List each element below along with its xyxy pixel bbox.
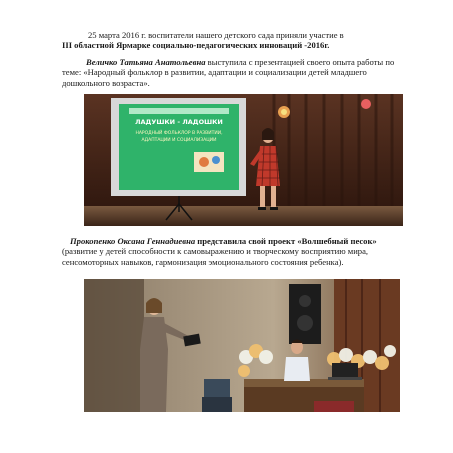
photo-presentation-scene (84, 94, 403, 226)
speaker2-project: «Волшебный песок» (297, 236, 377, 246)
speaker1-paragraph (62, 57, 402, 88)
slide-line-3: АДАПТАЦИИ И СОЦИАЛИЗАЦИИ (141, 138, 217, 143)
speaker2-text: (развитие у детей способности к самовыражению и творческому восприятию мира, сенсомоторных навыков, гармонизация эмоционального состояния ребенка). (62, 246, 369, 267)
slide-line-1: ЛАДУШКИ - ЛАДОШКИ (135, 118, 223, 126)
speaker1-name: Величко Татьяна Анатольевна (86, 57, 206, 67)
photo-project (84, 279, 400, 412)
intro-paragraph (62, 30, 402, 51)
speaker2-name: Прокопенко Оксана Геннадиевна (70, 236, 196, 246)
photo-project-scene (84, 279, 400, 412)
slide-line-2: НАРОДНЫЙ ФОЛЬКЛОР В РАЗВИТИИ, (135, 131, 223, 136)
intro-line-1: 25 марта 2016 г. воспитатели нашего детского сада приняли участие в (88, 30, 344, 40)
intro-line-2: III областной Ярмарке социально-педагогических инноваций -2016г. (62, 40, 330, 51)
photo-presentation (84, 94, 403, 226)
speaker1-text: выступила с презентацией своего опыта работы по теме: «Народный фольклор в развитии, адаптации и социализации детей младшего дошкольного возраста». (62, 57, 395, 88)
speaker2-pre: представила свой проект (195, 236, 298, 246)
speaker2-paragraph (62, 236, 402, 267)
